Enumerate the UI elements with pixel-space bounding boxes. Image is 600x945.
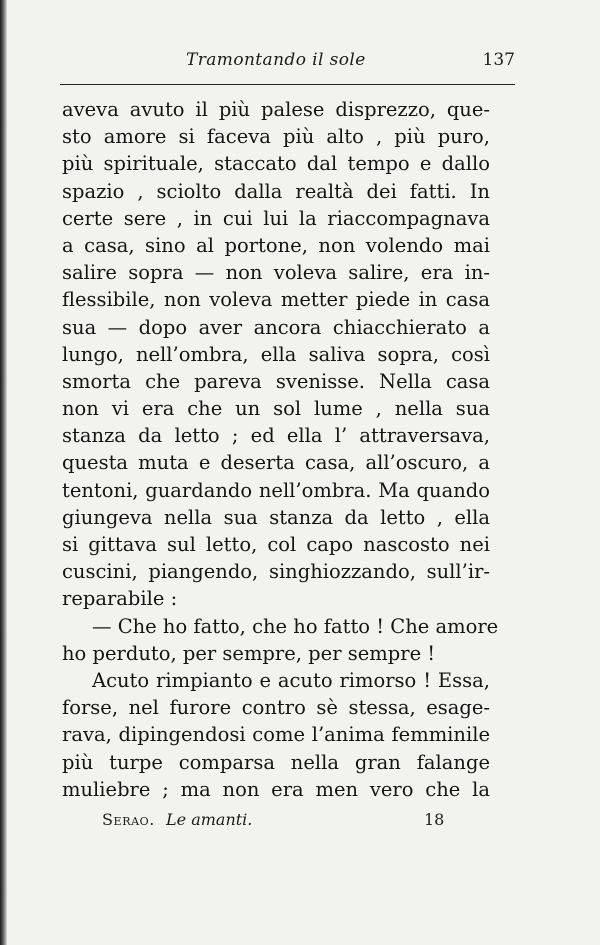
text-line: giungeva nella sua stanza da letto , ella: [62, 505, 490, 529]
signature-mark: 18: [424, 810, 445, 829]
text-line: si gittava sul letto, col capo nascosto nei: [62, 533, 490, 556]
text-line: stanza da letto ; ed ella l’ attraversava,: [62, 424, 490, 448]
page-footer: [102, 810, 462, 834]
text-line: certe sere , in cui lui la riaccompagnava: [62, 206, 490, 230]
page-binding-edge: [0, 0, 7, 945]
text-line: muliebre ; ma non era men vero che la: [62, 777, 490, 801]
text-line: flessibile, non voleva metter piede in casa: [62, 288, 490, 312]
text-line: — Che ho fatto, che ho fatto ! Che amore: [92, 614, 499, 638]
footer-author: Serao.: [102, 810, 155, 829]
header-rule: [60, 84, 515, 85]
text-line: reparabile :: [62, 587, 178, 611]
text-line: a casa, sino al portone, non volendo mai: [62, 233, 490, 257]
running-header: [60, 50, 515, 74]
text-line: lungo, nell’ombra, ella saliva sopra, così: [62, 342, 490, 366]
text-line: spazio , sciolto dalla realtà dei fatti. In: [62, 179, 490, 203]
text-line: Acuto rimpianto e acuto rimorso ! Essa,: [92, 668, 490, 692]
text-line: salire sopra — non voleva salire, era in-: [62, 261, 490, 285]
text-line: non vi era che un sol lume , nella sua: [62, 397, 490, 421]
text-line: tentoni, guardando nell’ombra. Ma quando: [62, 478, 490, 502]
text-line: questa muta e deserta casa, all’oscuro, a: [62, 451, 490, 475]
text-line: smorta che pareva svenisse. Nella casa: [62, 369, 490, 393]
text-line: cuscini, piangendo, singhiozzando, sull’ir-: [62, 560, 490, 584]
text-line: più spirituale, staccato dal tempo e dallo: [62, 152, 490, 176]
page-number: 137: [482, 50, 515, 70]
text-line: più turpe comparsa nella gran falange: [62, 750, 490, 774]
text-line: aveva avuto il più palese disprezzo, que-: [62, 98, 490, 121]
text-line: sto amore si faceva più alto , più puro,: [62, 125, 490, 149]
text-line: rava, dipingendosi come l’anima femminile: [62, 723, 490, 747]
body-text: [62, 96, 499, 803]
running-title: Tramontando il sole: [186, 50, 366, 70]
text-line: ho perduto, per sempre, per sempre !: [62, 641, 436, 665]
text-line: forse, nel furore contro sè stessa, esage-: [62, 696, 490, 720]
footer-title: Le amanti.: [166, 810, 253, 829]
text-line: sua — dopo aver ancora chiacchierato a: [62, 315, 490, 339]
